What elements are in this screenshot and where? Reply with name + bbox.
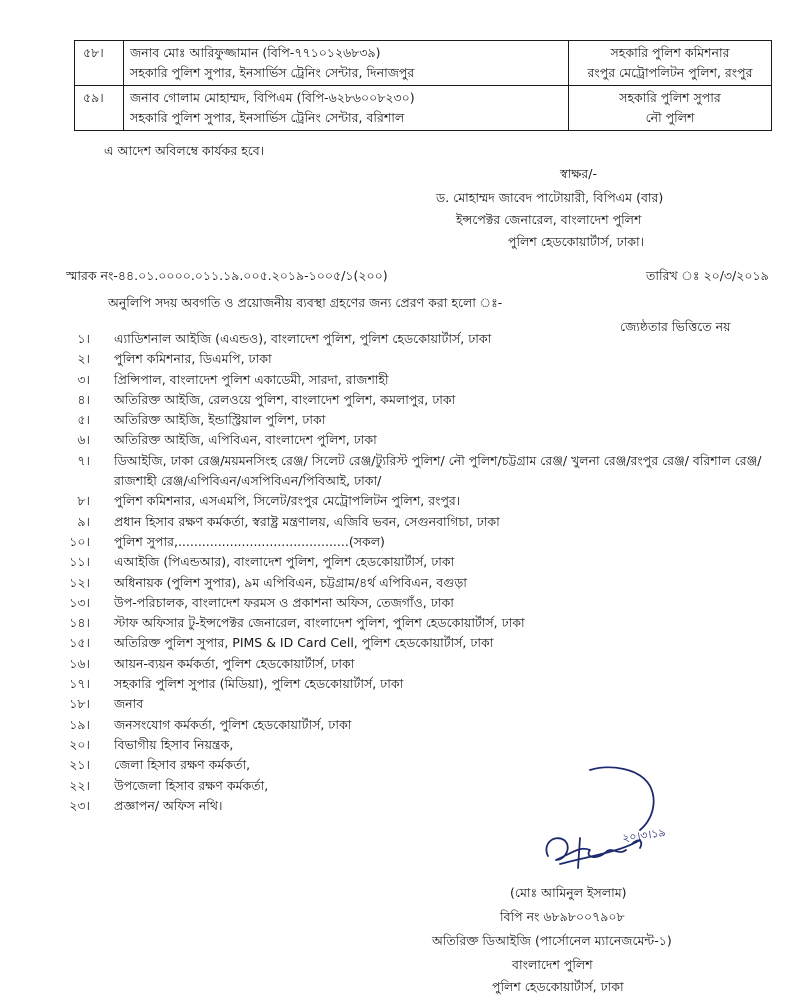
list-item-number: ২২। [69,777,90,793]
memo-date: তারিখ ঃ ২০/৩/২০১৯ [646,268,769,283]
list-item-number: ১৯। [69,716,90,732]
list-item-number: ১৭। [69,676,90,692]
issuer-bp-number: বিপি নং ৬৮৯৮০০৭৯০৮ [500,909,625,924]
signatory-title: ইন্সপেক্টর জেনারেল, বাংলাদেশ পুলিশ [456,212,642,227]
list-item-text: উপ-পরিচালক, বাংলাদেশ ফরমস ও প্রকাশনা অফিস, তেজগাঁও, ঢাকা [114,594,454,610]
list-item-number: ১৮। [69,696,90,712]
list-item [62,390,782,410]
list-item [62,370,782,390]
list-item [62,349,782,369]
list-item-number: ১৫। [69,635,90,651]
officer-cell [124,86,569,131]
list-item-number: ২০। [69,736,90,752]
list-item-text: অতিরিক্ত আইজি, এপিবিএন, বাংলাদেশ পুলিশ, ঢাকা [114,432,377,448]
list-item [62,715,782,735]
list-item [62,532,782,552]
list-item [62,410,782,430]
list-item [62,654,782,674]
list-item-text: ডিআইজি, ঢাকা রেঞ্জ/ময়মনসিংহ রেঞ্জ/ সিলেট রেঞ্জ/ট্যুরিস্ট পুলিশ/ নৌ পুলিশ/চট্টগ্রাম রেঞ্জ/ খুলনা রেঞ্জ/রংপুর রেঞ্জ/ বরিশাল রেঞ্জ/ রাজশাহী রেঞ্জ/এপিবিএন/এসপিবিএন/পিবিআই, ঢাকা/ [114,452,762,489]
copy-forward-line: অনুলিপি সদয় অবগতি ও প্রয়োজনীয় ব্যবস্থা গ্রহণের জন্য প্রেরণ করা হলো ঃ- [108,295,503,310]
list-item-number: ১৬। [69,655,90,671]
signed-mark: স্বাক্ষর/- [560,166,597,181]
list-item-number: ২৩। [69,797,90,813]
list-item [62,451,782,492]
list-item [62,573,782,593]
list-item-text: জনাব [114,696,144,712]
new-designation-line2: নৌ পুলিশ [645,110,695,125]
list-item [62,552,782,572]
table-row [75,41,772,86]
new-designation-line1: সহকারি পুলিশ কমিশনার [610,45,730,60]
issuer-title: অতিরিক্ত ডিআইজি (পার্সোনেল ম্যানেজমেন্ট-১) [432,933,672,948]
list-item-number: ৪। [77,391,90,407]
list-item-number: ১। [77,331,90,346]
list-item-number: ২১। [69,757,90,773]
list-item [62,329,782,349]
list-item-text: সহকারি পুলিশ সুপার (মিডিয়া), পুলিশ হেডকোয়ার্টার্স, ঢাকা [114,676,404,692]
list-item-text: আয়ন-ব্যয়ন কর্মকর্তা, পুলিশ হেডকোয়ার্টার্স, ঢাকা [114,655,355,671]
list-item-number: ৩। [77,371,90,387]
list-item [62,633,782,653]
new-designation-line2: রংপুর মেট্রোপলিটন পুলিশ, রংপুর [587,65,753,80]
list-item-text: পুলিশ কমিশনার, ডিএমপি, ঢাকা [114,351,272,367]
list-item-text: অতিরিক্ত পুলিশ সুপার, PIMS & ID Card Cell, পুলিশ হেডকোয়ার্টার্স, ঢাকা [114,635,494,651]
list-item [62,674,782,694]
list-item-text: প্রজ্ঞাপন/ অফিস নথি। [114,797,223,813]
new-designation-cell [569,41,772,86]
issuer-office: পুলিশ হেডকোয়ার্টার্স, ঢাকা [492,979,624,994]
issuer-org: বাংলাদেশ পুলিশ [512,957,593,972]
list-item-number: ১১। [69,554,90,570]
list-item [62,593,782,613]
signature-date: ২০।৩।১৯ [621,825,667,845]
list-item-number: ১৩। [69,594,90,610]
officer-name: জনাব মোঃ আরিফুজ্জামান (বিপি-৭৭১০১২৬৮৩৯) [130,45,381,60]
list-item-text: অতিরিক্ত আইজি, রেলওয়ে পুলিশ, বাংলাদেশ পুলিশ, কমলাপুর, ঢাকা [114,391,456,407]
list-item-text: অধিনায়ক (পুলিশ সুপার), ৯ম এপিবিএন, চট্টগ্রাম/৪র্থ এপিবিএন, বগুড়া [114,574,467,590]
list-item-number: ৮। [77,493,90,509]
row-number: ৫৮। [75,41,124,86]
list-item-number: ১০। [69,533,90,549]
seniority-note: জ্যেষ্ঠতার ভিত্তিতে নয় [620,319,731,334]
list-item-text: প্রিন্সিপাল, বাংলাদেশ পুলিশ একাডেমী, সারদা, রাজশাহী [114,371,389,387]
table-row [75,86,772,131]
list-item-text: এ্যাডিশনাল আইজি (এএন্ডও), বাংলাদেশ পুলিশ, পুলিশ হেডকোয়ার্টার্স, ঢাকা [114,331,492,346]
list-item-number: ৯। [77,513,90,529]
list-item-text: পুলিশ কমিশনার, এসএমপি, সিলেট/রংপুর মেট্রোপলিটন পুলিশ, রংপুর। [114,493,461,509]
list-item-text: এআইজি (পিএন্ডআর), বাংলাদেশ পুলিশ, পুলিশ হেডকোয়ার্টার্স, ঢাকা [114,554,455,570]
list-item-text: উপজেলা হিসাব রক্ষণ কর্মকর্তা, [114,777,269,793]
list-item [62,694,782,714]
list-item-text: প্রধান হিসাব রক্ষণ কর্মকর্তা, স্বরাষ্ট্র মন্ত্রণালয়, এজিবি ভবন, সেগুনবাগিচা, ঢাকা [114,513,500,529]
signatory-name: ড. মোহাম্মদ জাবেদ পাটোয়ারী, বিপিএম (বার) [436,190,664,205]
list-item-number: ৬। [77,432,90,448]
list-item-number: ৫। [77,412,90,428]
list-item [62,613,782,633]
recipient-list [62,329,782,816]
issuer-name: (মোঃ আমিনুল ইসলাম) [510,885,627,900]
new-designation-cell [569,86,772,131]
list-item [62,735,782,755]
list-item-text: অতিরিক্ত আইজি, ইন্ডাস্ট্রিয়াল পুলিশ, ঢাকা [114,412,326,428]
list-item-text: বিভাগীয় হিসাব নিয়ন্ত্রক, [114,736,234,752]
list-item [62,512,782,532]
posting-table [74,40,772,131]
officer-cell [124,41,569,86]
officer-current-post: সহকারি পুলিশ সুপার, ইনসার্ভিস ট্রেনিং সেন্টার, দিনাজপুর [130,65,415,80]
list-item-number: ১৪। [69,615,90,631]
row-number: ৫৯। [75,86,124,131]
list-item-text: জনসংযোগ কর্মকর্তা, পুলিশ হেডকোয়ার্টার্স, ঢাকা [114,716,352,732]
officer-name: জনাব গোলাম মোহাম্মদ, বিপিএম (বিপি-৬২৮৬০০৮২৩০) [130,90,415,105]
list-item-text: জেলা হিসাব রক্ষণ কর্মকর্তা, [114,757,251,773]
list-item-number: ১২। [69,574,90,590]
memo-number: স্মারক নং-৪৪.০১.০০০০.০১১.১৯.০০৫.২০১৯-১০০৫/১(২০০) [66,268,388,283]
list-item-number: ২। [77,351,90,367]
list-item [62,430,782,450]
order-effective-text: এ আদেশ অবিলম্বে কার্যকর হবে। [104,143,265,158]
officer-current-post: সহকারি পুলিশ সুপার, ইনসার্ভিস ট্রেনিং সেন্টার, বরিশাল [130,110,405,125]
new-designation-line1: সহকারি পুলিশ সুপার [619,90,721,105]
signatory-office: পুলিশ হেডকোয়ার্টার্স, ঢাকা। [508,234,645,249]
handwritten-signature [520,760,700,880]
list-item [62,491,782,511]
list-item-number: ৭। [77,452,90,468]
list-item-text: পুলিশ সুপার,...........................................(সকল) [114,533,385,549]
list-item-text: স্টাফ অফিসার টু-ইন্সপেক্টর জেনারেল, বাংলাদেশ পুলিশ, পুলিশ হেডকোয়ার্টার্স, ঢাকা [114,615,525,631]
